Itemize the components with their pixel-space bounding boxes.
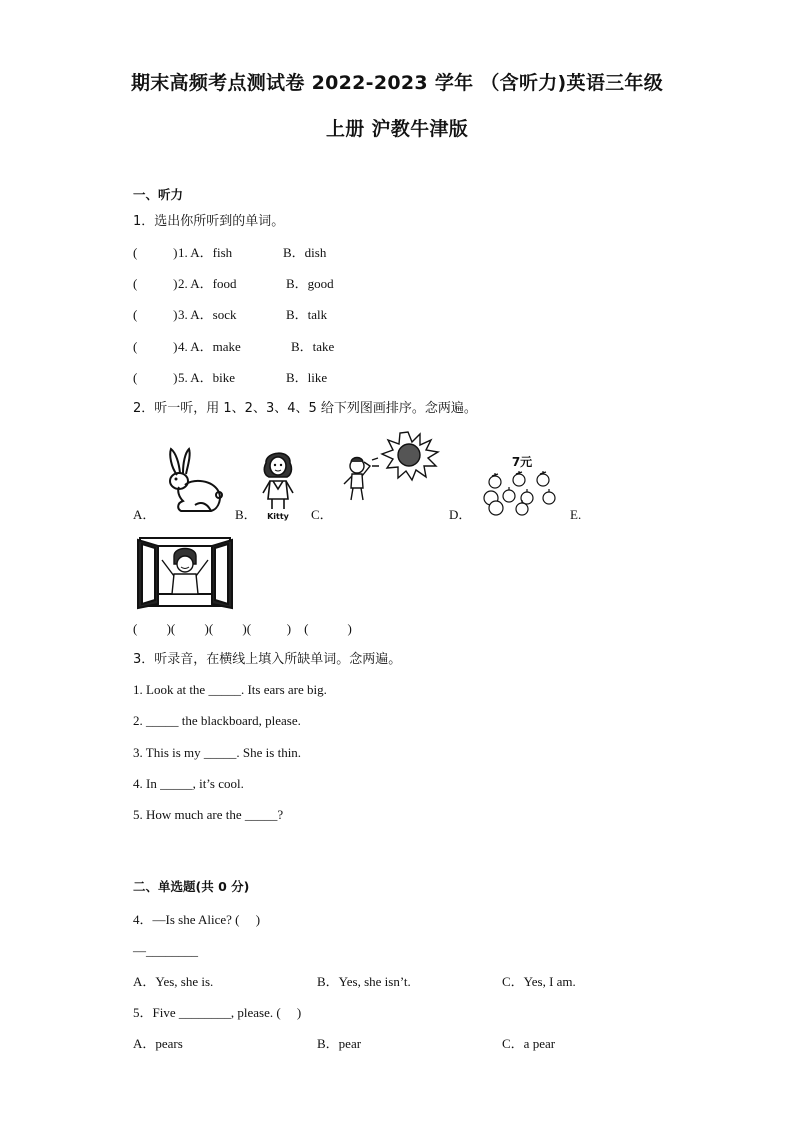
answer-parentheses: ( ) — [133, 307, 178, 322]
q3-item-3: 3. This is my _____. She is thin. — [133, 745, 302, 760]
page-title-line-1: 期末高频考点测试卷 2022-2023 学年 （含听力)英语三年级 — [130, 72, 664, 94]
open-window-picture — [136, 534, 234, 610]
q4-option-b: B．Yes, she isn’t. — [317, 974, 411, 989]
q4-option-c: C．Yes, I am. — [502, 974, 576, 989]
answer-parentheses: ( ) — [133, 245, 178, 260]
q2-prompt: 2．听一听，用 1、2、3、4、5 给下列图画排序。念两遍。 — [133, 401, 477, 416]
kitty-girl-picture — [257, 447, 299, 521]
answer-parentheses: ( ) — [133, 276, 178, 291]
page-title-line-2: 上册 沪教牛津版 — [325, 118, 468, 140]
picture-label-d: D． — [449, 507, 472, 522]
option-b: B．talk — [286, 307, 328, 322]
q5-option-a: A．pears — [133, 1036, 183, 1051]
q3-item-4: 4. In _____, it’s cool. — [133, 776, 244, 791]
option-a: 5. A．bike — [178, 370, 236, 385]
price-caption: 7元 — [511, 455, 533, 469]
picture-label-c: C． — [311, 507, 333, 522]
option-a: 2. A．food — [178, 276, 237, 291]
q5-prompt: 5．Five ________, please. ( ) — [133, 1005, 302, 1020]
picture-label-e: E. — [570, 507, 582, 522]
q4-prompt: 4．—Is she Alice? ( ) — [133, 912, 261, 927]
q3-item-5: 5. How much are the _____? — [133, 807, 284, 822]
rabbit-picture — [157, 447, 227, 517]
q4-answer-blank: —________ — [133, 943, 198, 958]
q2-answer-parentheses: ( )( )( )( ) ( ) — [133, 621, 352, 636]
q5-option-b: B．pear — [317, 1036, 362, 1051]
q3-prompt: 3．听录音，在横线上填入所缺单词。念两遍。 — [133, 652, 402, 667]
option-a: 1. A．fish — [178, 245, 233, 260]
kitty-caption: Kitty — [267, 512, 289, 521]
option-a: 4. A．make — [178, 339, 241, 354]
oranges-price-picture — [478, 452, 564, 516]
section-2-heading: 二、单选题(共 0 分) — [133, 879, 250, 894]
q3-item-1: 1. Look at the _____. Its ears are big. — [133, 682, 327, 697]
q5-option-c: C．a pear — [502, 1036, 556, 1051]
answer-parentheses: ( ) — [133, 339, 178, 354]
section-1-heading: 一、听力 — [133, 187, 184, 202]
q1-prompt: 1．选出你所听到的单词。 — [133, 214, 285, 229]
option-a: 3. A．sock — [178, 307, 237, 322]
option-b: B．good — [286, 276, 334, 291]
boy-sun-picture — [330, 430, 442, 502]
picture-label-b: B． — [235, 507, 257, 522]
option-b: B．dish — [283, 245, 327, 260]
q4-option-a: A．Yes, she is. — [133, 974, 214, 989]
option-b: B．like — [286, 370, 328, 385]
answer-parentheses: ( ) — [133, 370, 178, 385]
option-b: B．take — [291, 339, 335, 354]
picture-label-a: A． — [133, 507, 156, 522]
q3-item-2: 2. _____ the blackboard, please. — [133, 713, 301, 728]
